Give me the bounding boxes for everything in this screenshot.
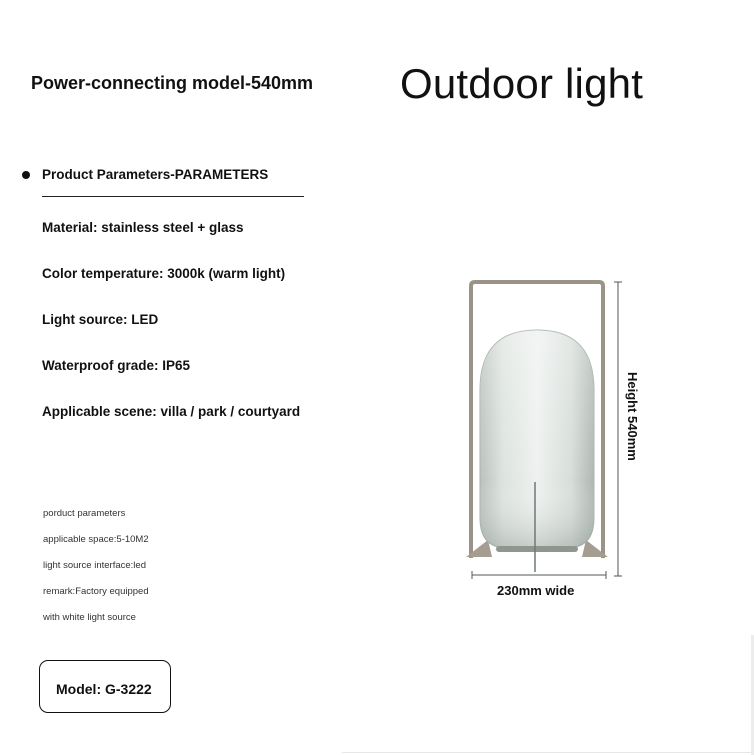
model-number: Model: G-3222 bbox=[56, 681, 152, 697]
param-waterproof-grade: Waterproof grade: IP65 bbox=[42, 358, 191, 373]
product-subtitle: Power-connecting model-540mm bbox=[31, 73, 314, 93]
param-color-temperature: Color temperature: 3000k (warm light) bbox=[42, 266, 286, 281]
note-line: remark:Factory equipped bbox=[43, 586, 149, 597]
note-line: applicable space:5-10M2 bbox=[43, 534, 149, 545]
width-dimension-line bbox=[470, 570, 610, 580]
width-label: 230mm wide bbox=[497, 583, 575, 598]
lantern-base bbox=[496, 546, 578, 552]
param-light-source: Light source: LED bbox=[42, 312, 159, 327]
lantern-glass-shade bbox=[480, 330, 594, 548]
param-applicable-scene: Applicable scene: villa / park / courtyard bbox=[42, 404, 301, 419]
bottom-divider bbox=[342, 752, 754, 753]
heading-divider bbox=[42, 196, 304, 197]
note-line: porduct parameters bbox=[43, 508, 126, 519]
param-material: Material: stainless steel + glass bbox=[42, 220, 244, 235]
page-title: Outdoor light bbox=[400, 60, 644, 107]
note-line: light source interface:led bbox=[43, 560, 146, 571]
parameters-heading: Product Parameters-PARAMETERS bbox=[42, 167, 269, 182]
note-line: with white light source bbox=[43, 612, 136, 623]
bullet-icon bbox=[22, 171, 30, 179]
height-label: Height 540mm bbox=[625, 372, 640, 461]
